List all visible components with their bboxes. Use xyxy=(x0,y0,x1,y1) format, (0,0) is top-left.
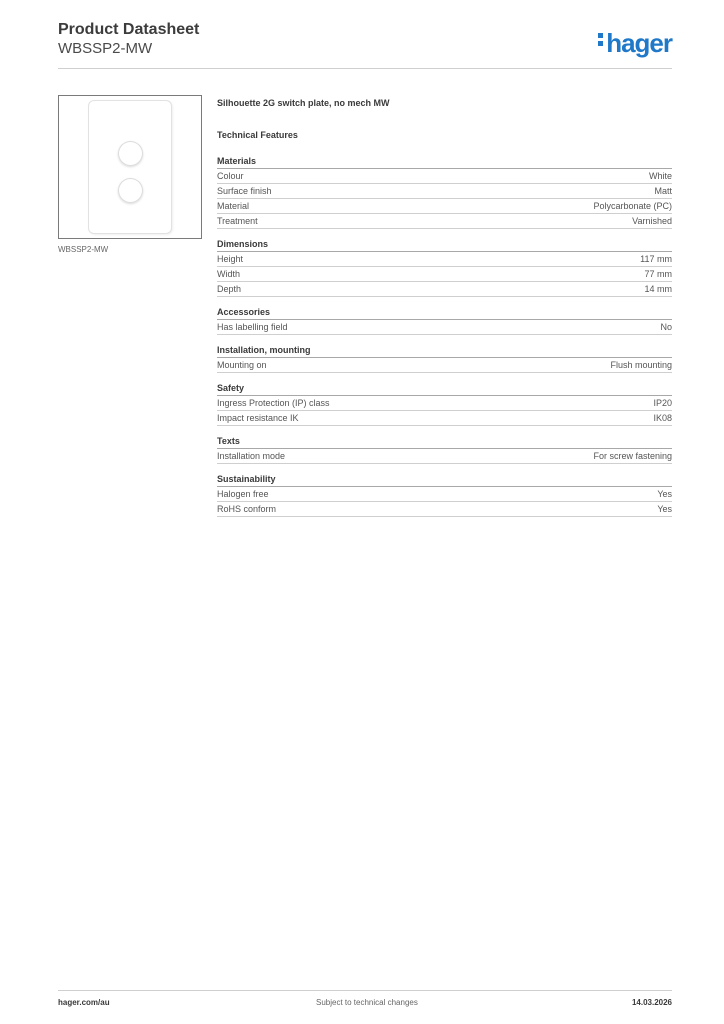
feature-label: Ingress Protection (IP) class xyxy=(217,398,330,408)
feature-row xyxy=(217,184,672,199)
footer-notice: Subject to technical changes xyxy=(316,998,418,1007)
feature-label: Colour xyxy=(217,171,244,181)
feature-section xyxy=(217,237,672,297)
feature-row xyxy=(217,320,672,335)
switch-hole-top xyxy=(118,141,143,166)
feature-row xyxy=(217,487,672,502)
feature-value: 77 mm xyxy=(644,269,672,279)
switch-plate-illustration xyxy=(89,101,171,233)
feature-row xyxy=(217,252,672,267)
feature-label: Halogen free xyxy=(217,489,269,499)
feature-value: 117 mm xyxy=(640,254,672,264)
feature-row xyxy=(217,449,672,464)
feature-label: Height xyxy=(217,254,244,264)
feature-label: Has labelling field xyxy=(217,322,288,332)
feature-row xyxy=(217,411,672,426)
feature-label: Impact resistance IK xyxy=(217,413,299,423)
feature-value: Yes xyxy=(657,504,672,514)
product-description: Silhouette 2G switch plate, no mech MW xyxy=(217,98,390,108)
feature-value: No xyxy=(660,322,672,332)
feature-label: Material xyxy=(217,201,250,211)
product-code: WBSSP2-MW xyxy=(58,40,153,57)
product-image xyxy=(58,95,202,239)
header-divider xyxy=(58,68,672,69)
logo-dots-icon xyxy=(598,33,603,49)
feature-section xyxy=(217,154,672,229)
feature-section xyxy=(217,305,672,335)
feature-row xyxy=(217,267,672,282)
feature-label: Surface finish xyxy=(217,186,272,196)
section-title: Safety xyxy=(217,381,672,396)
feature-section xyxy=(217,472,672,517)
feature-row xyxy=(217,214,672,229)
feature-value: IK08 xyxy=(653,413,672,423)
feature-row xyxy=(217,282,672,297)
switch-hole-bottom xyxy=(118,178,143,203)
page-title: Product Datasheet xyxy=(58,21,200,38)
feature-label: Mounting on xyxy=(217,360,267,370)
feature-row xyxy=(217,169,672,184)
feature-value: IP20 xyxy=(653,398,672,408)
feature-label: Depth xyxy=(217,284,242,294)
section-title: Dimensions xyxy=(217,237,672,252)
feature-label: Treatment xyxy=(217,216,258,226)
datasheet-content xyxy=(217,96,672,517)
feature-section xyxy=(217,434,672,464)
feature-section xyxy=(217,381,672,426)
feature-row xyxy=(217,199,672,214)
product-image-caption: WBSSP2-MW xyxy=(58,245,109,254)
feature-value: For screw fastening xyxy=(593,451,672,461)
feature-value: Matt xyxy=(654,186,672,196)
footer-divider xyxy=(58,990,672,991)
feature-value: Yes xyxy=(657,489,672,499)
feature-label: Width xyxy=(217,269,241,279)
feature-sections xyxy=(217,154,672,517)
technical-features-heading: Technical Features xyxy=(217,130,298,140)
section-title: Installation, mounting xyxy=(217,343,672,358)
section-title: Sustainability xyxy=(217,472,672,487)
feature-row xyxy=(217,358,672,373)
feature-label: Installation mode xyxy=(217,451,286,461)
section-title: Materials xyxy=(217,154,672,169)
feature-value: Polycarbonate (PC) xyxy=(593,201,672,211)
section-title: Texts xyxy=(217,434,672,449)
feature-row xyxy=(217,396,672,411)
footer-date: 14.03.2026 xyxy=(631,998,672,1007)
logo-text: hager xyxy=(606,28,672,58)
feature-value: 14 mm xyxy=(644,284,672,294)
footer-website: hager.com/au xyxy=(58,998,110,1007)
feature-row xyxy=(217,502,672,517)
feature-value: Varnished xyxy=(632,216,672,226)
feature-value: Flush mounting xyxy=(610,360,672,370)
feature-section xyxy=(217,343,672,373)
feature-label: RoHS conform xyxy=(217,504,277,514)
feature-value: White xyxy=(648,171,672,181)
hager-logo xyxy=(598,28,672,59)
section-title: Accessories xyxy=(217,305,672,320)
